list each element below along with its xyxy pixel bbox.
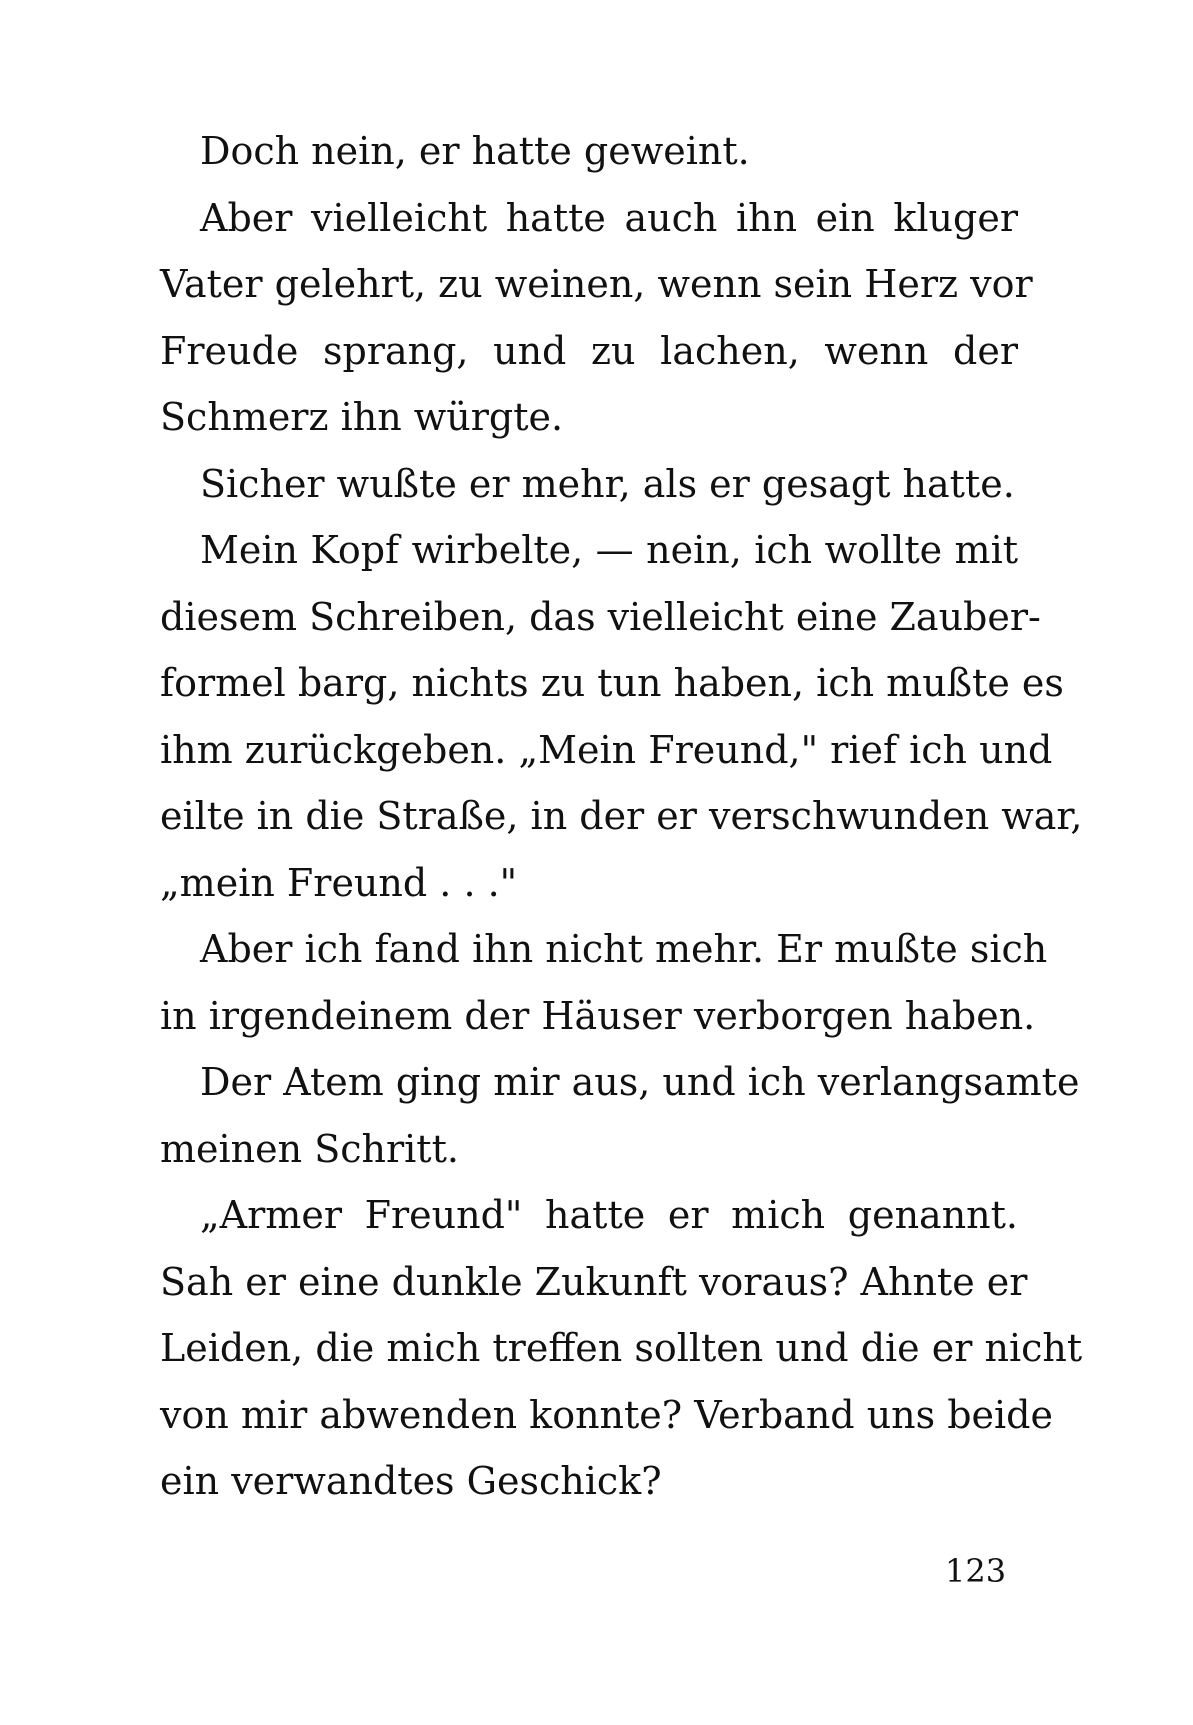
text-line: Sicher wußte er mehr, als er gesagt hatte. [200,461,1015,506]
text-line: Doch nein, er hatte geweint. [200,129,750,173]
paragraph [160,118,1018,185]
text-line: Leiden, die mich treffen sollten und die er nicht [160,1326,1083,1370]
text-line: ihm zurückgeben. „Mein Freund," rief ich und [160,727,1053,772]
text-line: ein verwandtes Geschick? [160,1459,662,1503]
text-line: eilte in die Straße, in der er verschwunden war, [160,794,1083,838]
paragraph [160,185,1033,451]
text-line: meinen Schritt. [160,1126,459,1171]
paragraph [160,1049,1080,1182]
text-line: Aber vielleicht hatte auch ihn ein kluger [200,195,1018,240]
text-line: von mir abwenden konnte? Verband uns beide [160,1392,1053,1437]
text-line: Schmerz ihn würgte. [160,395,564,439]
text-line: diesem Schreiben, das vielleicht eine Zauber- [160,594,1041,639]
text-line: Vater gelehrt, zu weinen, wenn sein Herz vor [160,262,1033,306]
paragraph [160,916,1048,1049]
text-line: in irgendeinem der Häuser verborgen haben. [160,993,1036,1038]
text-line: „Armer Freund" hatte er mich genannt. [200,1193,1018,1237]
text-line: formel barg, nichts zu tun haben, ich mußte es [160,661,1064,705]
page-number: 123 [945,1552,1007,1590]
paragraph [160,451,1018,518]
paragraph [160,1182,1083,1515]
paragraph [160,517,1083,916]
text-line: Mein Kopf wirbelte, — nein, ich wollte mit [200,528,1018,572]
text-line: „mein Freund . . ." [160,860,518,905]
text-line: Sah er eine dunkle Zukunft voraus? Ahnte er [160,1259,1028,1304]
text-line: Aber ich fand ihn nicht mehr. Er mußte sich [200,927,1048,971]
body-text [160,118,1083,1515]
text-line: Der Atem ging mir aus, und ich verlangsamte [200,1060,1080,1104]
text-line: Freude sprang, und zu lachen, wenn der [160,328,1018,373]
